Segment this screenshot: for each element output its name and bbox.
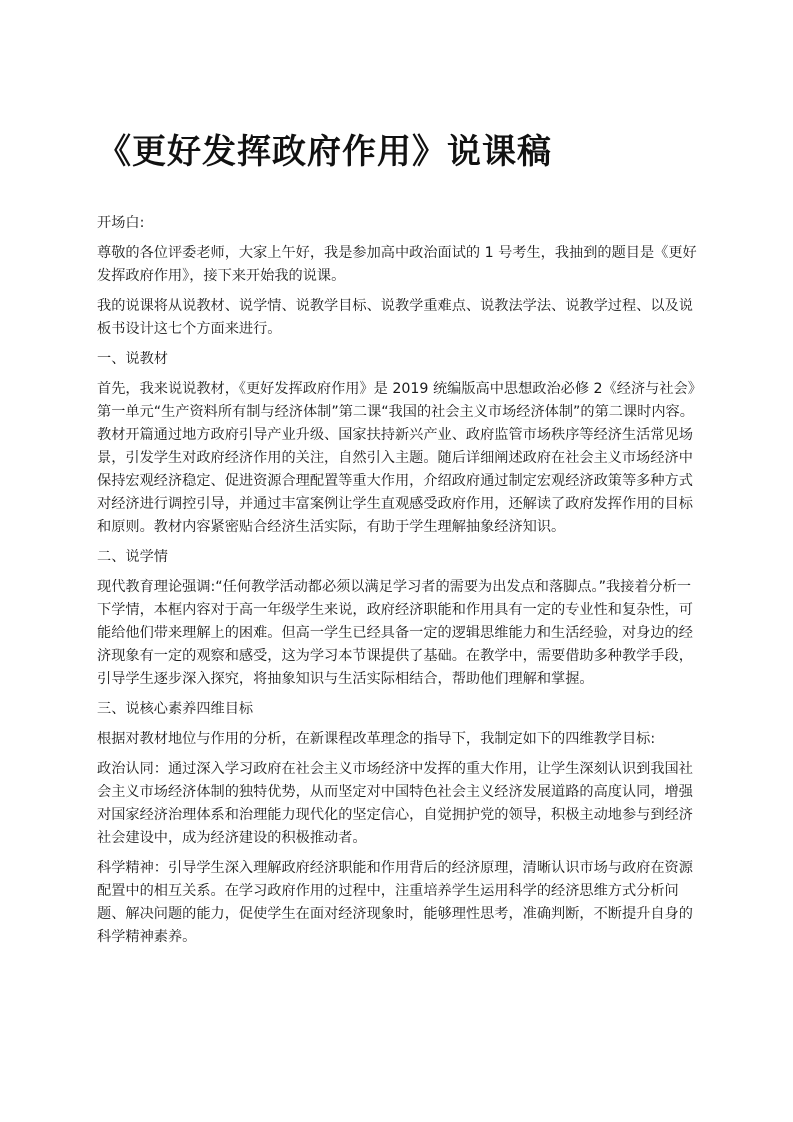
heading-goals: 三、说核心素养四维目标 xyxy=(97,701,254,717)
paragraph-scientific-spirit: 科学精神：引导学生深入理解政府经济职能和作用背后的经济原理，清晰认识市场与政府在资源配置中的相互关系。在学习政府作用的过程中，注重培养学生运用科学的经济思维方式分析问题、解决问题的能力，促使学生在面对经济现象时，能够理性思考，准确判断，不断提升自身的科学精神素养。 xyxy=(97,860,693,945)
document-title: 《更好发挥政府作用》说课稿 xyxy=(97,132,552,172)
heading-students: 二、说学情 xyxy=(97,549,168,565)
paragraph-greeting: 尊敬的各位评委老师，大家上午好，我是参加高中政治面试的 1 号考生，我抽到的题目是《更好发挥政府作用》，接下来开始我的说课。 xyxy=(97,245,697,284)
paragraph-textbook: 首先，我来说说教材，《更好发挥政府作用》是 2019 统编版高中思想政治必修 2《经济与社会》第一单元“生产资料所有制与经济体制”第二课“我国的社会主义市场经济体制”的第二课时内容。教材开篇通过地方政府引导产业升级、国家扶持新兴产业、政府监管市场秩序等经济生活常见场景，引发学生对政府经济作用的关注，自然引入主题。随后详细阐述政府在社会主义市场经济中保持宏观经济稳定、促进资源合理配置等重大作用，介绍政府通过制定宏观经济政策等多种方式对经济进行调控引导，并通过丰富案例让学生直观感受政府作用，还解读了政府发挥作用的目标和原则。教材内容紧密贴合经济生活实际，有助于学生理解抽象经济知识。 xyxy=(97,381,702,535)
paragraph-goals-intro: 根据对教材地位与作用的分析，在新课程改革理念的指导下，我制定如下的四维教学目标: xyxy=(97,731,656,747)
paragraph-political-identity: 政治认同：通过深入学习政府在社会主义市场经济中发挥的重大作用，让学生深刻认识到我国社会主义市场经济体制的独特优势，从而坚定对中国特色社会主义经济发展道路的高度认同，增强对国家经济治理体系和治理能力现代化的坚定信心，自觉拥护党的领导，积极主动地参与到经济社会建设中，成为经济建设的积极推动者。 xyxy=(97,761,693,846)
paragraph-outline: 我的说课将从说教材、说学情、说教学目标、说教学重难点、说教法学法、说教学过程、以及说板书设计这七个方面来进行。 xyxy=(97,298,693,337)
paragraph-students: 现代教育理论强调:“任何教学活动都必须以满足学习者的需要为出发点和落脚点。”我接着分析一下学情，本框内容对于高一年级学生来说，政府经济职能和作用具有一定的专业性和复杂性，可能给他们带来理解上的困难。但高一学生已经具备一定的逻辑思维能力和生活经验，对身边的经济现象有一定的观察和感受，这为学习本节课提供了基础。在教学中，需要借助多种教学手段，引导学生逐步深入探究，将抽象知识与生活实际相结合，帮助他们理解和掌握。 xyxy=(97,579,693,687)
document-body xyxy=(97,212,702,949)
heading-textbook: 一、说教材 xyxy=(97,351,168,367)
paragraph-opening-label: 开场白: xyxy=(97,215,145,231)
